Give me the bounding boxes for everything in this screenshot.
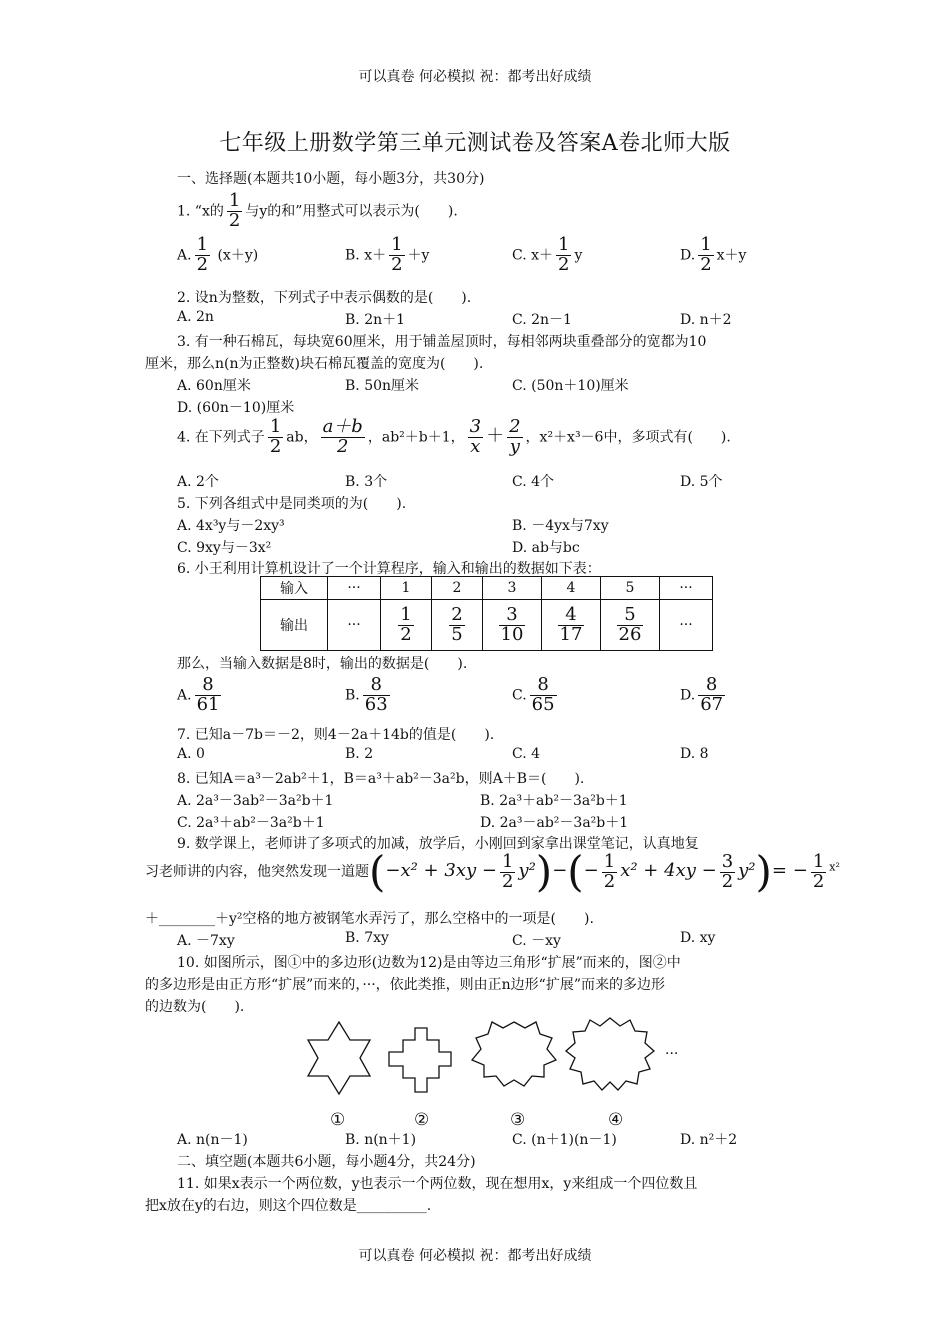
- io-input-dots: ···: [660, 577, 713, 600]
- q1-a-label: A.: [177, 247, 192, 264]
- q6-d-n: 8: [698, 676, 725, 696]
- out-n: 1: [400, 603, 412, 625]
- q1-option-d[interactable]: [680, 236, 746, 275]
- polygon-fig-1: [308, 1022, 370, 1094]
- q9-e1-fd: 2: [501, 870, 514, 892]
- q1-option-b[interactable]: [345, 236, 429, 275]
- io-output-cell: [542, 600, 601, 651]
- q9-r-tail: x²: [829, 860, 840, 874]
- io-input-cell: 5: [601, 577, 660, 600]
- q1-stem-a: 1. “x的: [177, 203, 224, 220]
- q9-e1-fn: 1: [501, 850, 514, 872]
- q4-frac-2: [321, 418, 365, 457]
- q9-e1: −x² + 3xy −: [385, 860, 497, 881]
- q6-c-n: 8: [530, 676, 557, 696]
- q4-f3-n: 3: [469, 416, 482, 437]
- io-input-cell: 4: [542, 577, 601, 600]
- q4-f1-d: 2: [269, 435, 282, 457]
- q4-t3: ，x²＋x³－6中，多项式有( ).: [525, 429, 731, 446]
- out-d: 17: [559, 623, 583, 645]
- question-9-line1: 9. 数学课上，老师讲了多项式的加减，放学后，小刚回到家拿出课堂笔记，认真地复: [177, 836, 699, 852]
- q10-option-a[interactable]: A. n(n－1): [177, 1132, 248, 1148]
- q4-t1: ab，: [286, 429, 318, 446]
- question-8: 8. 已知A＝a³－2ab²＋1，B＝a³＋ab²－3a²b，则A＋B＝( ).: [177, 771, 585, 787]
- io-row-input: [261, 577, 713, 600]
- out-n: 2: [451, 603, 463, 625]
- q6-d-label: D.: [680, 687, 696, 704]
- q6-c-d: 65: [531, 693, 555, 715]
- q1-d-label: D.: [680, 247, 696, 264]
- q1-a-frac: [195, 236, 210, 275]
- page-footer: 可以真卷 何必模拟 祝：都考出好成绩: [358, 1248, 592, 1264]
- io-output-cell: [483, 600, 542, 651]
- q2-option-a[interactable]: A. 2n: [177, 309, 214, 325]
- q2-option-c[interactable]: C. 2n－1: [512, 312, 572, 328]
- question-3-line1: 3. 有一种石棉瓦，每块宽60厘米，用于铺盖屋顶时，每相邻两块重叠部分的宽都为10: [177, 334, 707, 350]
- q6-d-d: 67: [700, 693, 724, 715]
- q1-b-label: B. x＋: [345, 247, 387, 264]
- q9-minus: −: [552, 860, 568, 881]
- page-header: 可以真卷 何必模拟 祝：都考出好成绩: [358, 69, 592, 85]
- q1-a-tail: (x＋y): [217, 247, 259, 264]
- paren-open-icon: (: [567, 847, 584, 896]
- out-d: 10: [500, 623, 524, 645]
- question-10-line2: 的多边形是由正方形“扩展”而来的，···，依此类推，则由正n边形“扩展”而来的多边形: [145, 977, 665, 993]
- q3-option-a[interactable]: A. 60n厘米: [177, 378, 251, 394]
- q4-t2: ，ab²＋b＋1，: [367, 429, 465, 446]
- q4-plus: ＋: [486, 425, 505, 447]
- out-d: 2: [400, 623, 412, 645]
- q6-b-frac: [363, 676, 390, 715]
- q9-e2-fd2: 2: [721, 870, 734, 892]
- io-input-dots: ···: [328, 577, 381, 600]
- question-1: [177, 192, 458, 231]
- q6-option-d[interactable]: [680, 676, 728, 715]
- paren-close-icon: ): [755, 847, 772, 896]
- q9-stem2: 习老师讲的内容，他突然发现一道题: [145, 864, 369, 880]
- q9-e2-fn2: 3: [721, 850, 734, 872]
- q1-b-n: 1: [391, 234, 403, 255]
- q4-option-c[interactable]: C. 4个: [512, 474, 555, 490]
- io-output-dots: ···: [660, 600, 713, 651]
- q1-a-n: 1: [196, 234, 209, 255]
- q4-frac-1: [268, 418, 283, 457]
- q6-a-n: 8: [195, 676, 222, 696]
- out-d: 26: [618, 623, 642, 645]
- q6-a-label: A.: [177, 687, 192, 704]
- q9-r-fd: 2: [812, 870, 825, 892]
- q6-b-d: 63: [364, 693, 388, 715]
- polygon-fig-2: [389, 1028, 451, 1092]
- io-table: [260, 576, 713, 651]
- q8-option-d[interactable]: D. 2a³－ab²－3a²b＋1: [480, 815, 629, 831]
- out-n: 5: [617, 606, 644, 626]
- q9-option-c[interactable]: C. －xy: [512, 933, 561, 949]
- q9-option-a[interactable]: A. －7xy: [177, 933, 235, 949]
- io-input-cell: 1: [381, 577, 432, 600]
- q9-eq: = −: [771, 860, 808, 881]
- out-n: 3: [499, 606, 526, 626]
- q1-a-d: 2: [196, 253, 209, 275]
- q9-e2-frac: [602, 850, 617, 892]
- q1-fraction: [227, 192, 242, 231]
- q7-option-a[interactable]: A. 0: [177, 746, 205, 762]
- expanded-polygons-figure: [300, 1010, 720, 1130]
- q5-option-d[interactable]: D. ab与bc: [512, 540, 580, 556]
- q7-option-d[interactable]: D. 8: [680, 746, 709, 762]
- q6-d-frac: [698, 676, 725, 715]
- io-output-cell: [432, 600, 483, 651]
- fig-label-2: ②: [414, 1110, 430, 1130]
- q4-option-d[interactable]: D. 5个: [680, 474, 723, 490]
- q7-option-c[interactable]: C. 4: [512, 746, 541, 762]
- q6-a-frac: [195, 676, 222, 715]
- q9-r-frac: [811, 850, 826, 892]
- q4-f2-d: 2: [336, 435, 349, 457]
- q1-option-c[interactable]: [512, 236, 582, 275]
- question-11-line1: 11. 如果x表示一个两位数，y也表示一个两位数，现在想用x，y来组成一个四位数且: [177, 1176, 698, 1192]
- q1-d-n: 1: [700, 234, 712, 255]
- paren-open-icon: (: [369, 847, 386, 896]
- q3-option-d[interactable]: D. (60n－10)厘米: [177, 400, 295, 416]
- q4-f4-d: y: [509, 435, 520, 457]
- question-2: 2. 设n为整数，下列式子中表示偶数的是( ).: [177, 290, 472, 306]
- q1-b-frac: [389, 236, 404, 275]
- q7-option-b[interactable]: B. 2: [345, 746, 374, 762]
- q4-frac-4: [507, 418, 522, 457]
- question-10-line1: 10. 如图所示，图①中的多边形(边数为12)是由等边三角形“扩展”而来的，图②中: [177, 955, 681, 971]
- q4-option-b[interactable]: B. 3个: [345, 474, 388, 490]
- q4-f1-n: 1: [269, 416, 282, 437]
- q6-b-label: B.: [345, 687, 360, 704]
- question-4: [177, 418, 731, 457]
- fig-label-4: ④: [608, 1110, 624, 1130]
- q6-a-d: 61: [196, 693, 220, 715]
- io-output-header: 输出: [261, 600, 328, 651]
- io-input-cell: 2: [432, 577, 483, 600]
- out-n: 4: [558, 606, 585, 626]
- q1-c-label: C. x＋: [512, 247, 554, 264]
- q9-e2: −: [583, 860, 599, 881]
- question-7: 7. 已知a－7b＝－2，则4－2a＋14b的值是( ).: [177, 727, 495, 743]
- q1-c-tail: y: [574, 247, 583, 264]
- q9-e2-tail: y²: [738, 860, 756, 881]
- q5-option-a[interactable]: A. 4x³y与－2xy³: [177, 518, 285, 534]
- q6-option-c[interactable]: [512, 676, 560, 715]
- q8-option-b[interactable]: B. 2a³＋ab²－3a²b＋1: [480, 793, 628, 809]
- q1-d-frac: [698, 236, 713, 275]
- paren-close-icon: ): [535, 847, 553, 896]
- q1-b-d: 2: [391, 253, 403, 275]
- section-fill-heading: 二、填空题(本题共6小题，每小题4分，共24分): [177, 1154, 476, 1170]
- q10-option-c[interactable]: C. (n＋1)(n－1): [512, 1132, 617, 1148]
- q1-c-d: 2: [558, 253, 570, 275]
- page-title: 七年级上册数学第三单元测试卷及答案A卷北师大版: [219, 131, 731, 156]
- out-d: 5: [451, 623, 463, 645]
- question-3-line2: 厘米，那么n(n为正整数)块石棉瓦覆盖的宽度为( ).: [145, 356, 484, 372]
- io-row-output: [261, 600, 713, 651]
- q1-frac-d: 2: [228, 209, 241, 231]
- q4-stem-a: 4. 在下列式子: [177, 429, 265, 446]
- q4-f2-n: a＋b: [322, 416, 363, 437]
- polygon-fig-4: [566, 1018, 654, 1090]
- q4-f3-d: x: [470, 435, 481, 457]
- q6-c-label: C.: [512, 687, 527, 704]
- q3-option-c[interactable]: C. (50n＋10)厘米: [512, 378, 629, 394]
- q9-e2-fd: 2: [603, 870, 616, 892]
- q6-option-a[interactable]: [177, 676, 224, 715]
- io-output-cell: [601, 600, 660, 651]
- question-6: 6. 小王利用计算机设计了一个计算程序，输入和输出的数据如下表：: [177, 561, 601, 577]
- io-output-cell: [381, 600, 432, 651]
- q4-option-a[interactable]: A. 2个: [177, 474, 219, 490]
- q3-option-b[interactable]: B. 50n厘米: [345, 378, 420, 394]
- q2-option-d[interactable]: D. n＋2: [680, 312, 732, 328]
- fig-dots: ···: [665, 1046, 679, 1062]
- q10-option-b[interactable]: B. n(n＋1): [345, 1132, 417, 1148]
- q4-f4-n: 2: [509, 416, 521, 437]
- q1-c-frac: [556, 236, 571, 275]
- q9-e1-tail: y²: [518, 860, 536, 881]
- q8-option-a[interactable]: A. 2a³－3ab²－3a²b＋1: [177, 793, 334, 809]
- question-10-line3: 的边数为( ).: [145, 999, 245, 1015]
- q5-option-b[interactable]: B. －4yx与7xy: [512, 518, 609, 534]
- section-choice-heading: 一、选择题(本题共10小题，每小题3分，共30分): [177, 171, 485, 187]
- question-9-line2: [145, 847, 840, 896]
- q1-frac-n: 1: [228, 190, 241, 211]
- q1-d-d: 2: [700, 253, 712, 275]
- q5-option-c[interactable]: C. 9xy与－3x²: [177, 540, 272, 556]
- fig-label-1: ①: [330, 1110, 346, 1130]
- question-11-line2: 把x放在y的右边，则这个四位数是__________.: [145, 1198, 432, 1214]
- q6-b-n: 8: [363, 676, 390, 696]
- q1-b-tail: ＋y: [407, 247, 430, 264]
- q9-r-fn: 1: [812, 850, 825, 872]
- q9-option-d[interactable]: D. xy: [680, 930, 716, 946]
- polygon-fig-3: [472, 1022, 556, 1086]
- io-input-cell: 3: [483, 577, 542, 600]
- q2-option-b[interactable]: B. 2n＋1: [345, 312, 406, 328]
- q1-stem-b: 与y的和”用整式可以表示为( ).: [245, 203, 458, 220]
- q4-frac-3: [468, 418, 483, 457]
- q6-option-b[interactable]: [345, 676, 393, 715]
- io-input-header: 输入: [261, 577, 328, 600]
- q1-option-a[interactable]: [177, 236, 258, 275]
- q9-e2-mid: x² + 4xy −: [620, 860, 717, 881]
- question-9-line3: ＋________＋y²空格的地方被钢笔水弄污了，那么空格中的一项是( ).: [145, 911, 594, 927]
- q8-option-c[interactable]: C. 2a³＋ab²－3a²b＋1: [177, 815, 325, 831]
- fig-label-3: ③: [510, 1110, 526, 1130]
- q6-c-frac: [530, 676, 557, 715]
- q9-e2-frac2: [720, 850, 735, 892]
- q9-e1-frac: [500, 850, 515, 892]
- q9-option-b[interactable]: B. 7xy: [345, 930, 389, 946]
- q10-option-d[interactable]: D. n²＋2: [680, 1132, 738, 1148]
- q9-e2-fn: 1: [603, 850, 616, 872]
- question-5: 5. 下列各组式中是同类项的为( ).: [177, 496, 407, 512]
- q1-c-n: 1: [558, 234, 570, 255]
- q6-after: 那么，当输入数据是8时，输出的数据是( ).: [177, 656, 468, 672]
- q1-d-tail: x＋y: [716, 247, 747, 264]
- io-output-dots: ···: [328, 600, 381, 651]
